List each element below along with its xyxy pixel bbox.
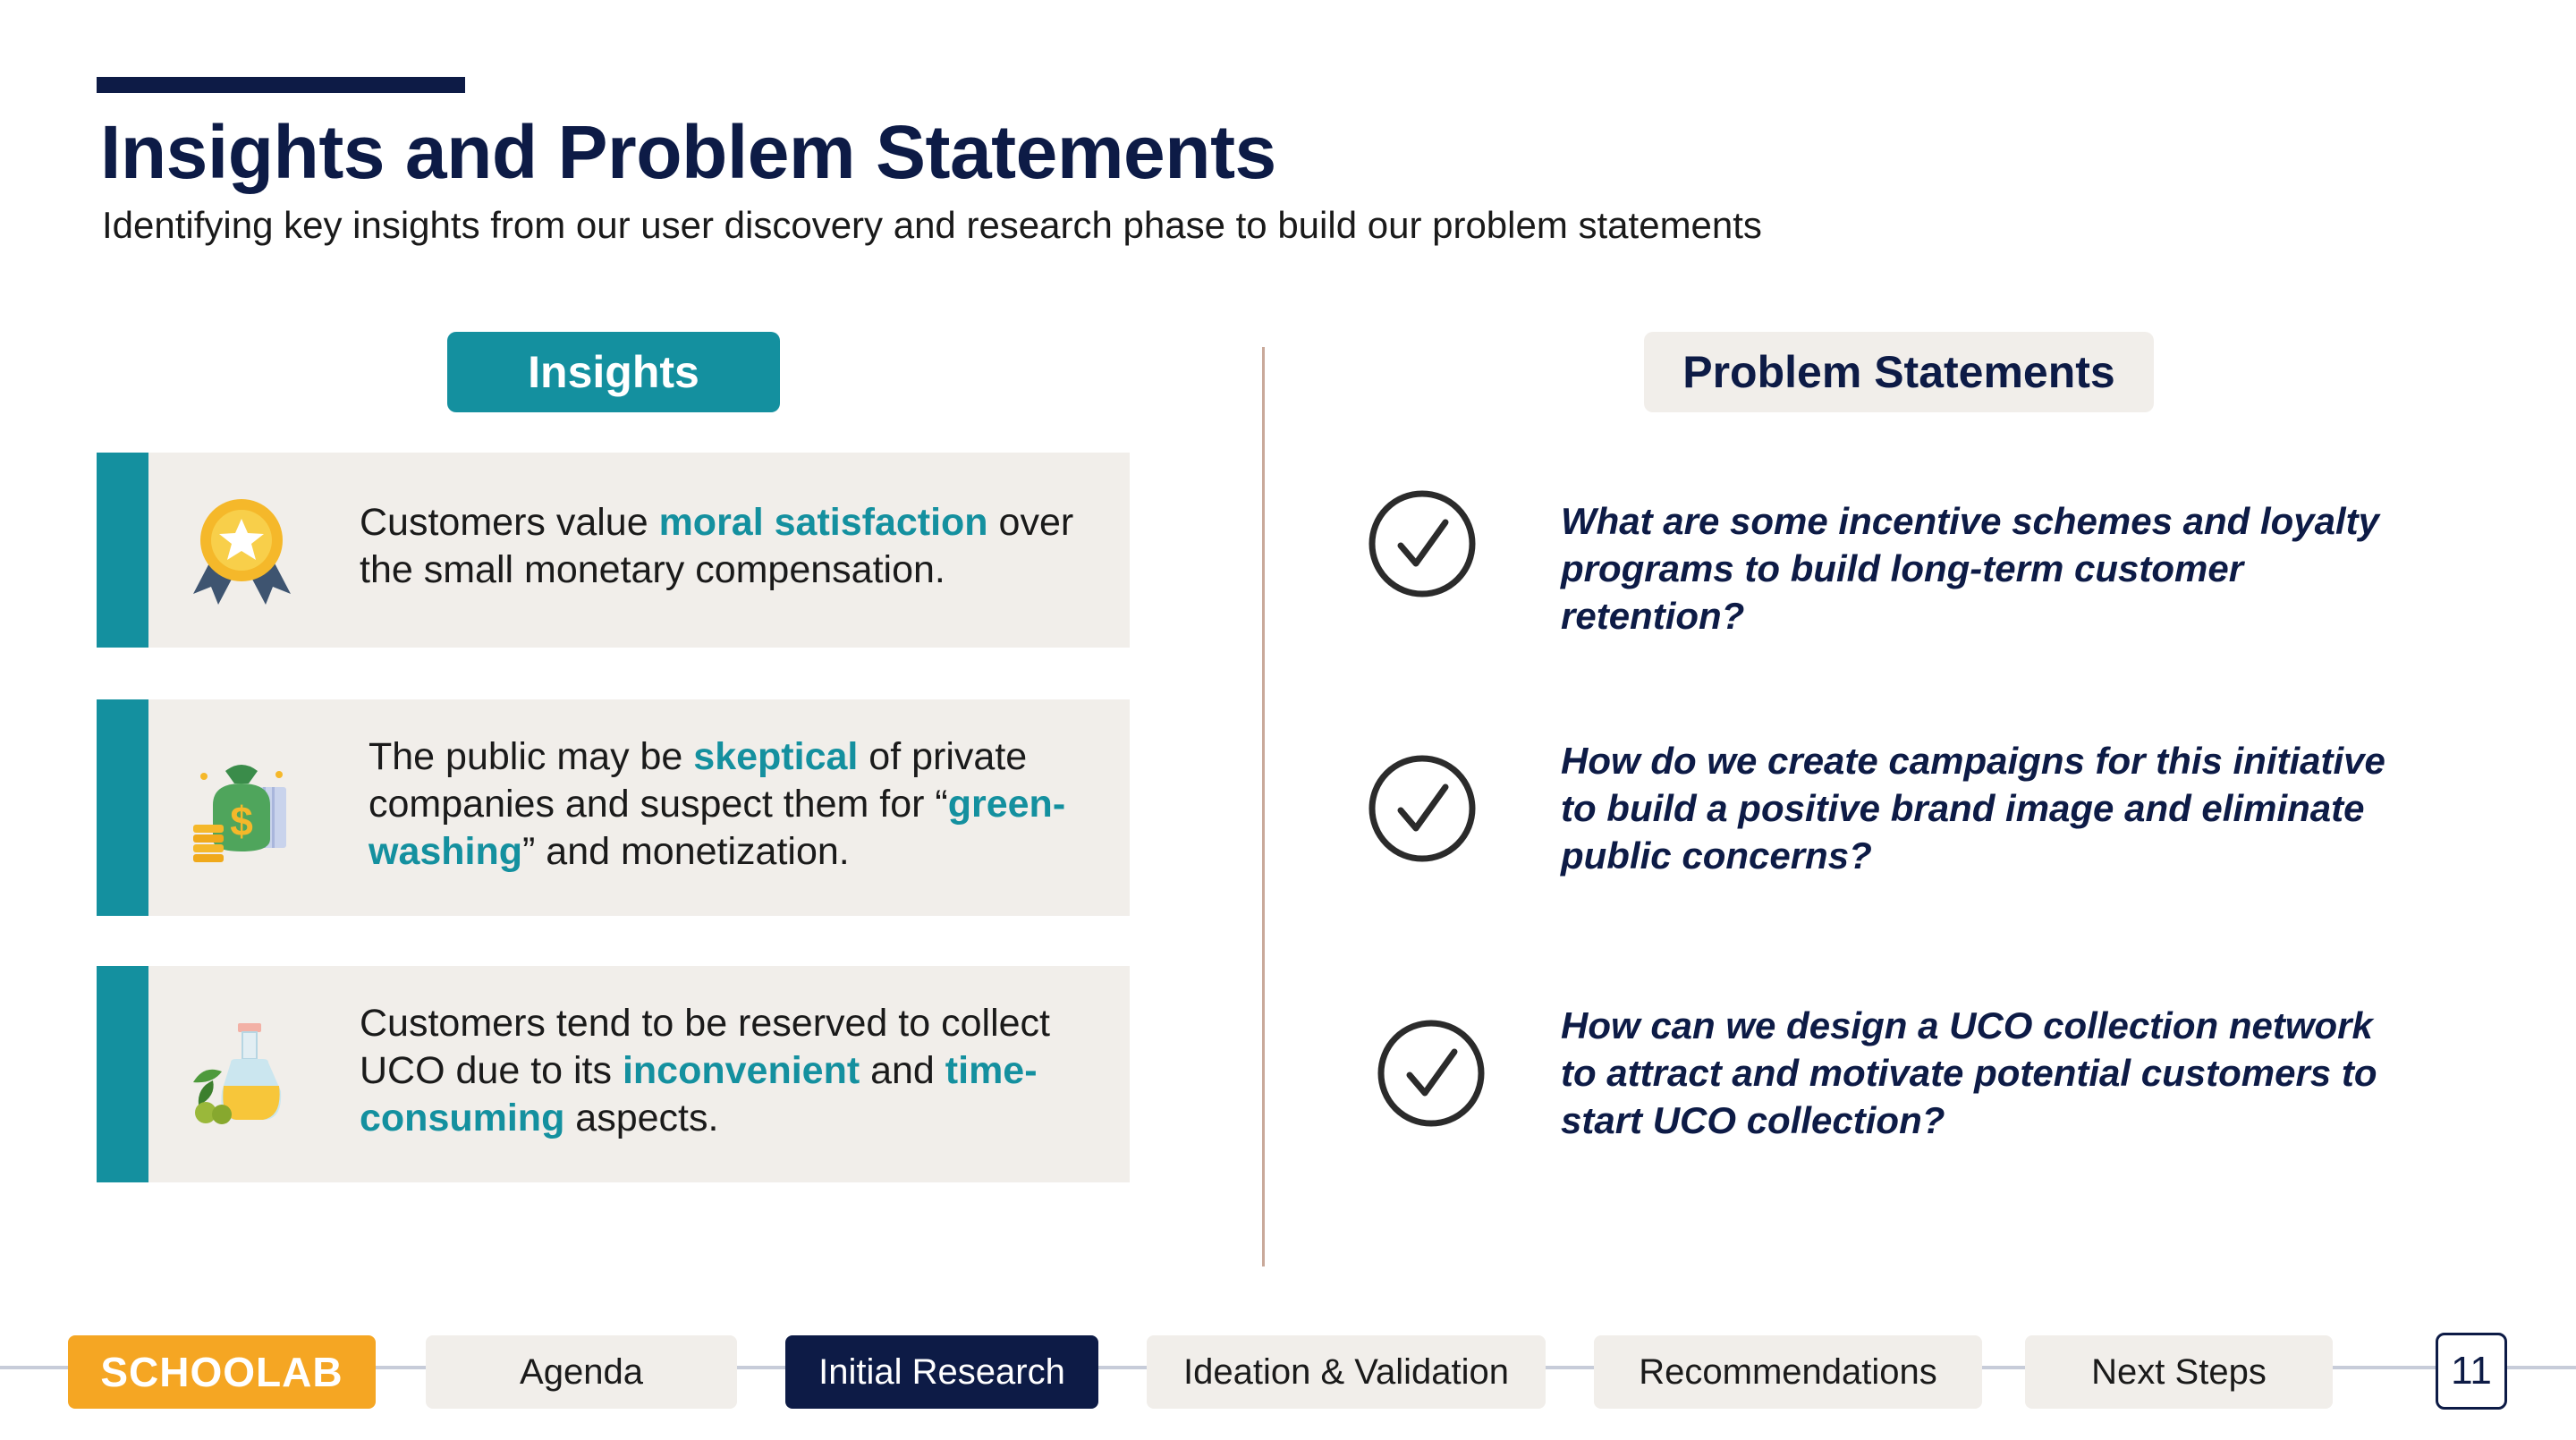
insight-card-stripe: [97, 699, 148, 916]
insight-highlight: moral satisfaction: [658, 501, 988, 544]
insight-card-stripe: [97, 453, 148, 648]
insight-highlight: inconvenient: [622, 1049, 860, 1092]
insight-text-run: The public may be: [369, 735, 694, 778]
insight-text: [369, 733, 1084, 876]
insight-highlight: skeptical: [693, 735, 859, 778]
insight-text-run: and: [860, 1049, 945, 1092]
nav-recommendations[interactable]: Recommendations: [1594, 1335, 1982, 1409]
insight-text-run: ” and monetization.: [522, 830, 850, 873]
column-divider: [1262, 347, 1265, 1266]
insight-text-run: over the small monetary compensation.: [360, 501, 1074, 591]
insight-highlight: green-washing: [369, 783, 1066, 873]
insight-text-run: of private companies and suspect them for “: [369, 735, 1028, 826]
insights-heading: Insights: [447, 332, 780, 412]
problem-statement: How can we design a UCO collection network to attract and motivate potential customers to start UCO collection?: [1561, 1004, 2377, 1141]
award-medal-icon: [186, 494, 298, 606]
insight-highlight: time-consuming: [360, 1049, 1038, 1139]
page-subtitle: Identifying key insights from our user discovery and research phase to build our problem statements: [102, 204, 1762, 246]
schoolab-logo: SCHOOLAB: [68, 1335, 376, 1409]
insight-card: [97, 699, 1130, 916]
check-circle-icon: [1376, 1018, 1487, 1129]
svg-text:$: $: [230, 798, 253, 844]
page-number: 11: [2436, 1333, 2507, 1410]
insight-card: [97, 453, 1130, 648]
problem-statements-heading: Problem Statements: [1644, 332, 2154, 412]
insight-text: [360, 1000, 1093, 1142]
insight-card-stripe: [97, 966, 148, 1182]
check-circle-icon: [1367, 488, 1478, 599]
nav-initial-research[interactable]: Initial Research: [785, 1335, 1098, 1409]
insight-text: [360, 499, 1093, 594]
insight-card: [97, 966, 1130, 1182]
insight-text-run: Customers value: [360, 501, 659, 544]
oil-bottle-icon: [186, 1020, 298, 1131]
nav-ideation-validation[interactable]: Ideation & Validation: [1147, 1335, 1546, 1409]
nav-next-steps[interactable]: Next Steps: [2025, 1335, 2333, 1409]
insight-text-run: Customers tend to be reserved to collect UCO due to its: [360, 1002, 1050, 1092]
check-circle-icon: [1367, 753, 1478, 864]
problem-statement: What are some incentive schemes and loyalty programs to build long-term customer retention?: [1561, 500, 2380, 637]
problem-statement: How do we create campaigns for this initiative to build a positive brand image and eliminate public concerns?: [1561, 740, 2385, 877]
nav-agenda[interactable]: Agenda: [426, 1335, 737, 1409]
title-accent-bar: [97, 77, 465, 93]
money-bag-icon: [186, 751, 298, 863]
page-title: Insights and Problem Statements: [100, 110, 1276, 194]
insight-text-run: aspects.: [564, 1097, 719, 1139]
